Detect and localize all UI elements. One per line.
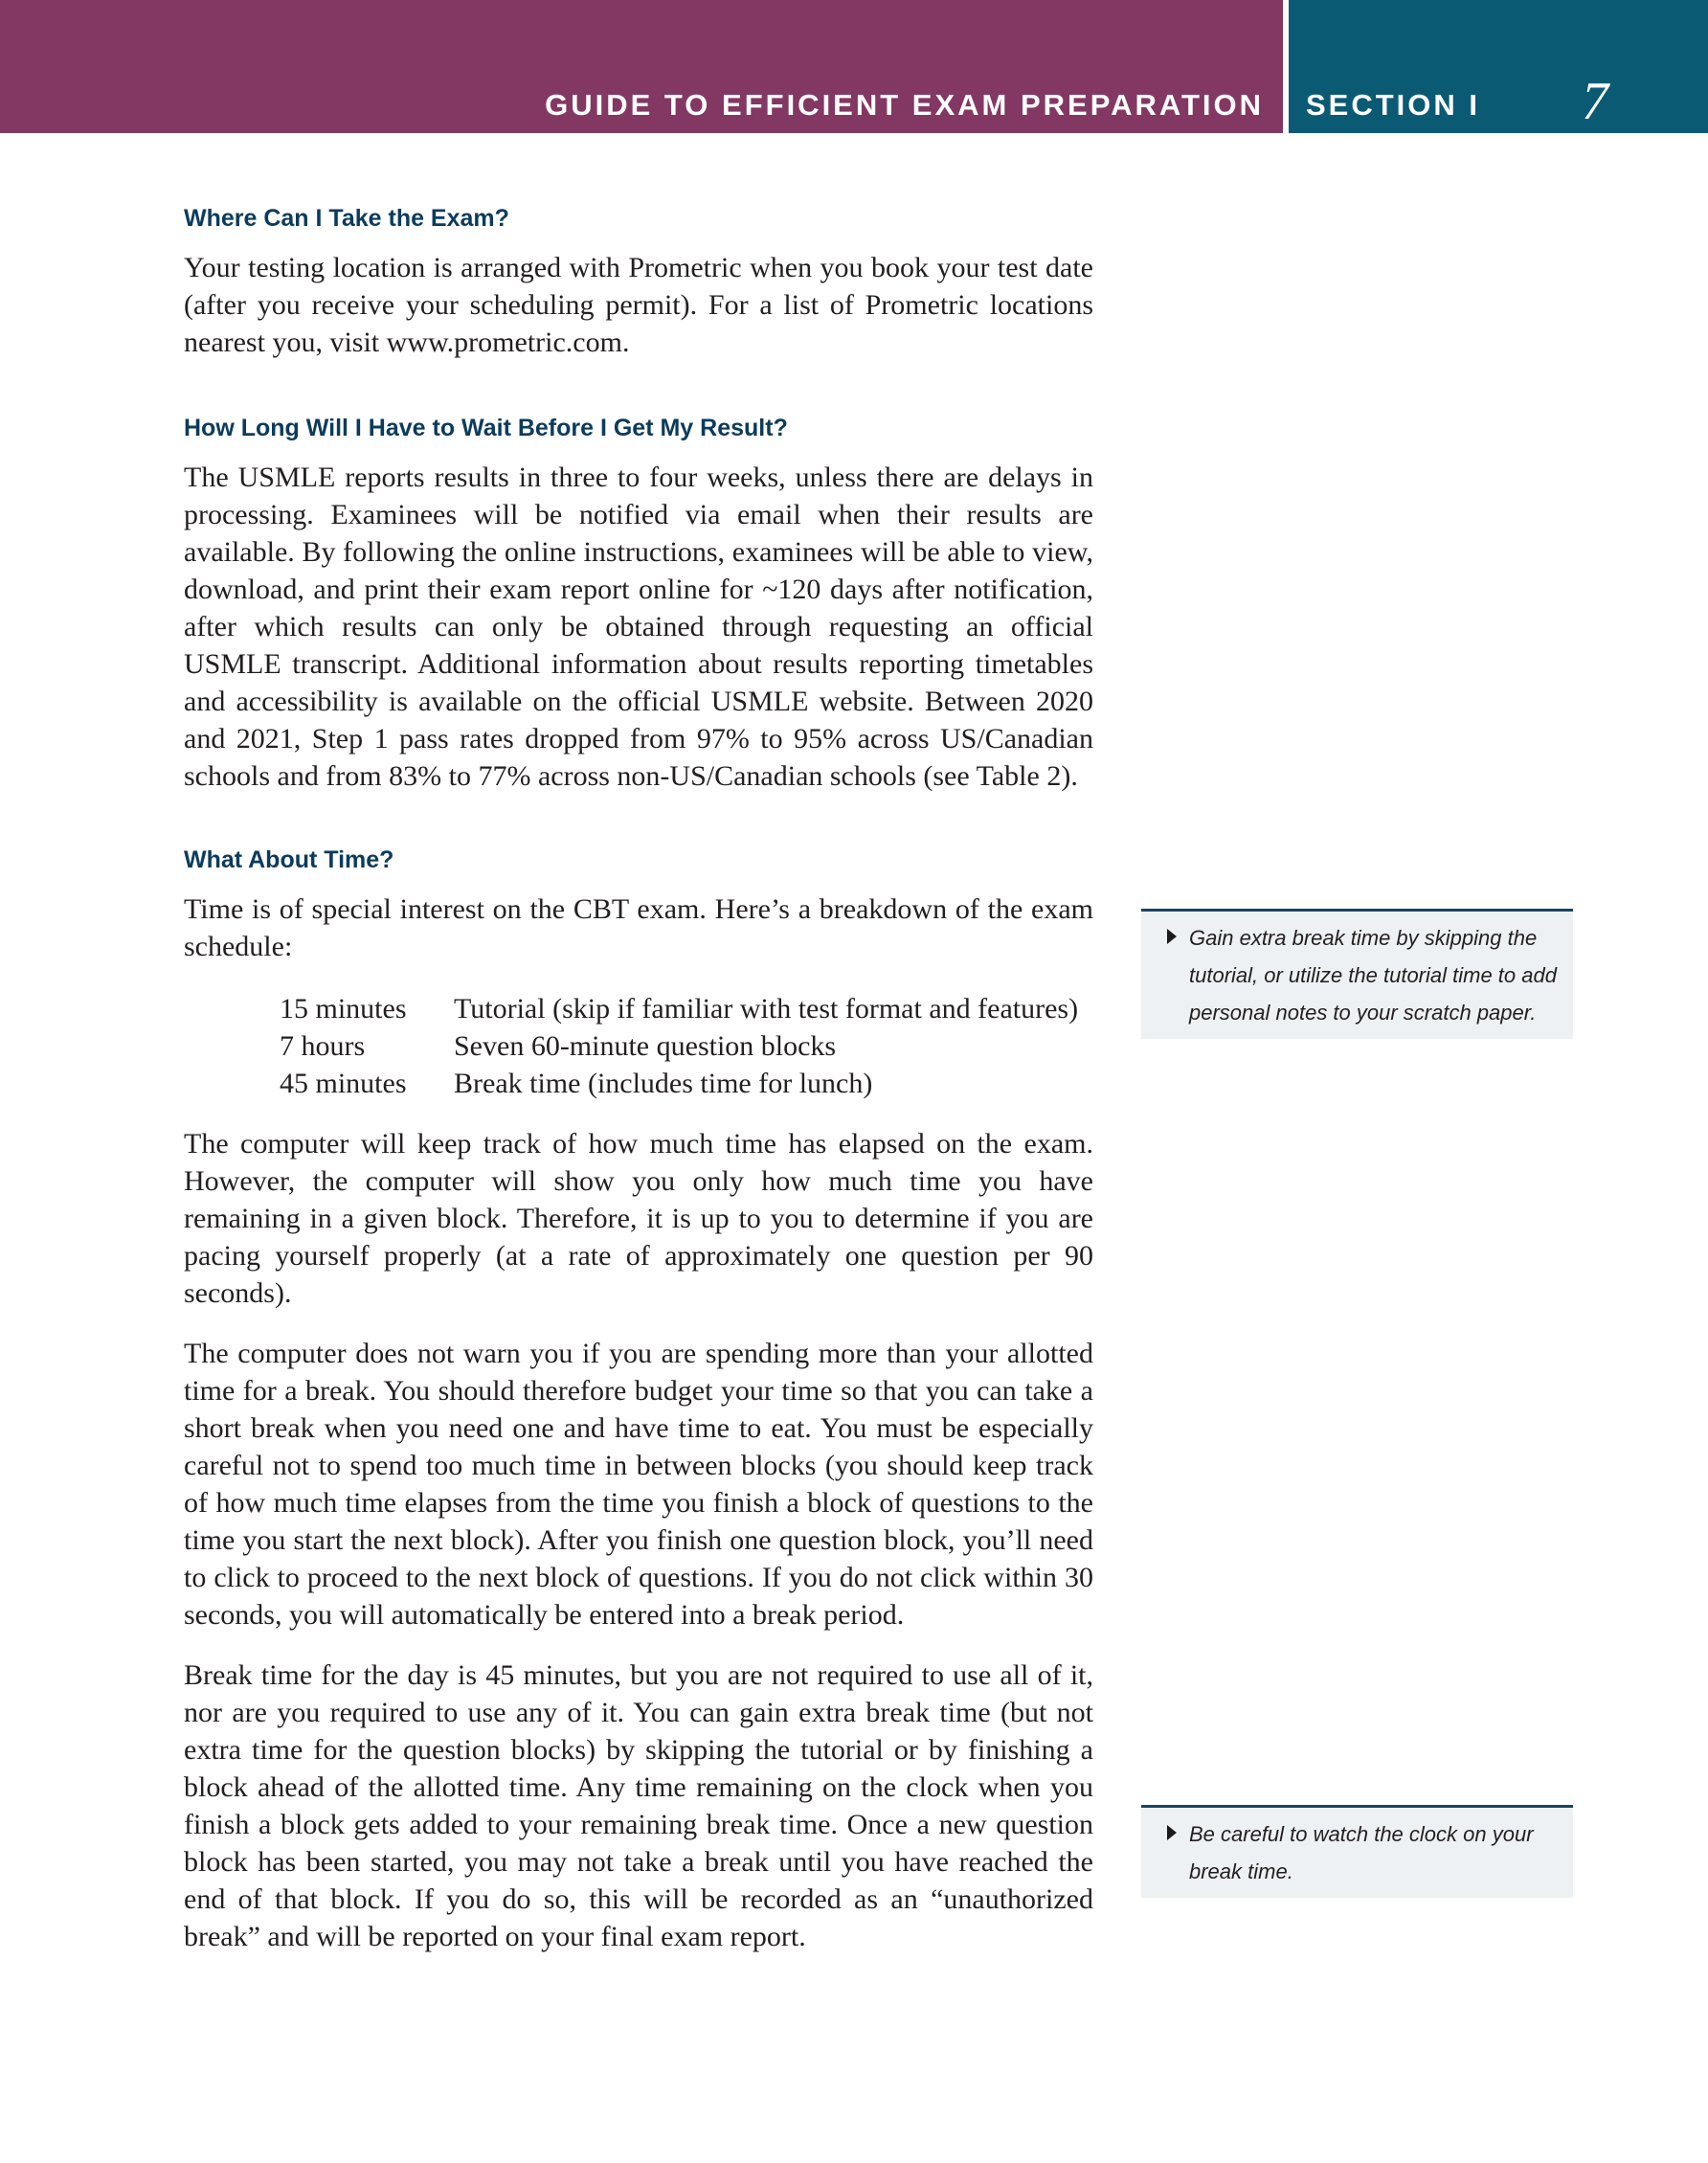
running-title: GUIDE TO EFFICIENT EXAM PREPARATION <box>545 88 1264 122</box>
schedule-duration: 7 hours <box>280 1030 366 1062</box>
page-number: 7 <box>1582 72 1608 131</box>
paragraph-results: The USMLE reports results in three to four weeks, unless there are delays in processing. Examinees will be notified via email when their results are available. By following the online instructions, examinees will be able to view, download, and print their exam report online for ~120 days after notification, after which results can only be obtained through requesting an official USMLE transcript. Additional information about results reporting timetables and accessibility is available on the official USMLE website. Between 2020 and 2021, Step 1 pass rates dropped from 97% to 95% across US/Canadian schools and from 83% to 77% across non-US/Canadian schools (see Table 2). <box>184 462 1093 792</box>
triangle-bullet-icon <box>1167 929 1177 944</box>
paragraph-location: Your testing location is arranged with Prometric when you book your test date (after you receive your scheduling permit). For a list of Prometric locations nearest you, visit www.prometric.com. <box>184 252 1093 358</box>
section-heading-location: Where Can I Take the Exam? <box>184 205 509 232</box>
sidebar-note-clock <box>1141 1805 1573 1898</box>
sidebar-note-break-time <box>1141 909 1573 1039</box>
schedule-row <box>280 1065 1078 1102</box>
schedule-duration: 15 minutes <box>280 993 407 1025</box>
triangle-bullet-icon <box>1167 1825 1177 1840</box>
section-label: SECTION I <box>1306 88 1481 122</box>
paragraph-break-time: Break time for the day is 45 minutes, but you are not required to use all of it, nor are you required to use any of it. You can gain extra break time (but not extra time for the question blocks) by skipping the tutorial or by finishing a block ahead of the allotted time. Any time remaining on the clock when you finish a block gets added to your remaining break time. Once a new question block has been started, you may not take a break until you have reached the end of that block. If you do so, this will be recorded as an “unauthorized break” and will be reported on your final exam report. <box>184 1659 1093 1952</box>
section-heading-results: How Long Will I Have to Wait Before I Get My Result? <box>184 415 788 441</box>
paragraph-time-tracking: The computer will keep track of how much time has elapsed on the exam. However, the computer will show you only how much time you have remaining in a given block. Therefore, it is up to you to determine if you are pacing yourself properly (at a rate of approximately one question per 90 seconds). <box>184 1128 1093 1309</box>
sidebar-note-text: Be careful to watch the clock on your break time. <box>1189 1822 1534 1883</box>
schedule-row <box>280 990 1078 1027</box>
schedule-activity: Seven 60-minute question blocks <box>454 1030 837 1062</box>
schedule-activity: Tutorial (skip if familiar with test format and features) <box>454 993 1079 1025</box>
schedule-duration: 45 minutes <box>280 1068 407 1099</box>
main-column <box>184 201 1093 1955</box>
paragraph-time-intro: Time is of special interest on the CBT exam. Here’s a breakdown of the exam schedule: <box>184 893 1093 962</box>
exam-schedule-table <box>280 990 1078 1102</box>
schedule-activity: Break time (includes time for lunch) <box>454 1068 873 1099</box>
schedule-row <box>280 1027 1078 1065</box>
paragraph-break-warning: The computer does not warn you if you are spending more than your allotted time for a break. You should therefore budget your time so that you can take a short break when you need one and have time to eat. You must be especially careful not to spend too much time in between blocks (you should keep track of how much time elapses from the time you finish a block of questions to the time you start the next block). After you finish one question block, you’ll need to click to proceed to the next block of questions. If you do not click within 30 seconds, you will automatically be entered into a break period. <box>184 1338 1093 1631</box>
sidebar-note-text: Gain extra break time by skipping the tutorial, or utilize the tutorial time to add personal notes to your scratch paper. <box>1189 926 1557 1025</box>
section-heading-time: What About Time? <box>184 846 394 873</box>
